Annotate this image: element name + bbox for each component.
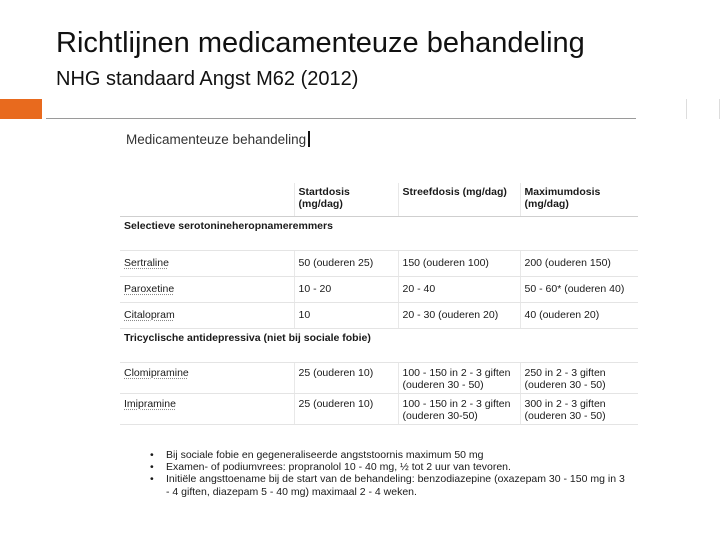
table-row: [120, 277, 638, 303]
start-dose: 10 - 20: [294, 277, 398, 303]
table-row: [120, 363, 638, 394]
group-label: Tricyclische antidepressiva (niet bij sociale fobie): [120, 329, 638, 363]
header-max-dose: Maximumdosis (mg/dag): [520, 183, 638, 217]
drug-name: Paroxetine: [120, 277, 294, 303]
table-row: [120, 394, 638, 425]
slide-subtitle: NHG standaard Angst M62 (2012): [56, 68, 359, 90]
document-heading-text: Medicamenteuze behandeling: [126, 132, 307, 147]
drug-name: Sertraline: [120, 251, 294, 277]
target-dose: 100 - 150 in 2 - 3 giften (ouderen 30-50): [398, 394, 520, 425]
accent-bar-right: [686, 99, 720, 119]
bullet: •: [150, 473, 154, 486]
bullet: •: [150, 449, 154, 461]
list-item: [150, 461, 630, 473]
target-dose: 20 - 30 (ouderen 20): [398, 303, 520, 329]
note-text: Initiële angsttoename bij de start van de behandeling: benzodiazepine (oxazepam 30 - 150 mg in 3 - 4 giften, diazepam 5 - 40 mg) maximaal 2 - 4 weken.: [166, 473, 625, 498]
start-dose: 10: [294, 303, 398, 329]
group-row-ssri: [120, 217, 638, 251]
target-dose: 100 - 150 in 2 - 3 giften (ouderen 30 - 50): [398, 363, 520, 394]
header-target-dose: Streefdosis (mg/dag): [398, 183, 520, 217]
accent-bar-left: [0, 99, 42, 119]
max-dose: 50 - 60* (ouderen 40): [520, 277, 638, 303]
list-item: [150, 473, 630, 497]
max-dose: 300 in 2 - 3 giften (ouderen 30 - 50): [520, 394, 638, 425]
header-empty: [120, 183, 294, 217]
max-dose: 250 in 2 - 3 giften (ouderen 30 - 50): [520, 363, 638, 394]
start-dose: 25 (ouderen 10): [294, 363, 398, 394]
target-dose: 20 - 40: [398, 277, 520, 303]
group-row-tca: [120, 329, 638, 363]
divider-rule: [46, 118, 636, 119]
notes-list: [150, 449, 630, 498]
slide-title: Richtlijnen medicamenteuze behandeling: [56, 27, 585, 59]
drug-name: Imipramine: [120, 394, 294, 425]
start-dose: 25 (ouderen 10): [294, 394, 398, 425]
note-text: Examen- of podiumvrees: propranolol 10 - 40 mg, ½ tot 2 uur van tevoren.: [166, 461, 511, 474]
list-item: [150, 449, 630, 461]
header-start-dose: Startdosis (mg/dag): [294, 183, 398, 217]
start-dose: 50 (ouderen 25): [294, 251, 398, 277]
group-label: Selectieve serotonineheropnameremmers: [120, 217, 638, 251]
table-row: [120, 251, 638, 277]
document-heading: [126, 131, 310, 147]
drug-name: Clomipramine: [120, 363, 294, 394]
table-row: [120, 303, 638, 329]
dosage-table: [120, 183, 638, 425]
target-dose: 150 (ouderen 100): [398, 251, 520, 277]
table-header-row: [120, 183, 638, 217]
max-dose: 200 (ouderen 150): [520, 251, 638, 277]
text-cursor: [308, 131, 310, 147]
drug-name: Citalopram: [120, 303, 294, 329]
bullet: •: [150, 461, 154, 474]
max-dose: 40 (ouderen 20): [520, 303, 638, 329]
note-text: Bij sociale fobie en gegeneraliseerde angststoornis maximum 50 mg: [166, 449, 484, 461]
